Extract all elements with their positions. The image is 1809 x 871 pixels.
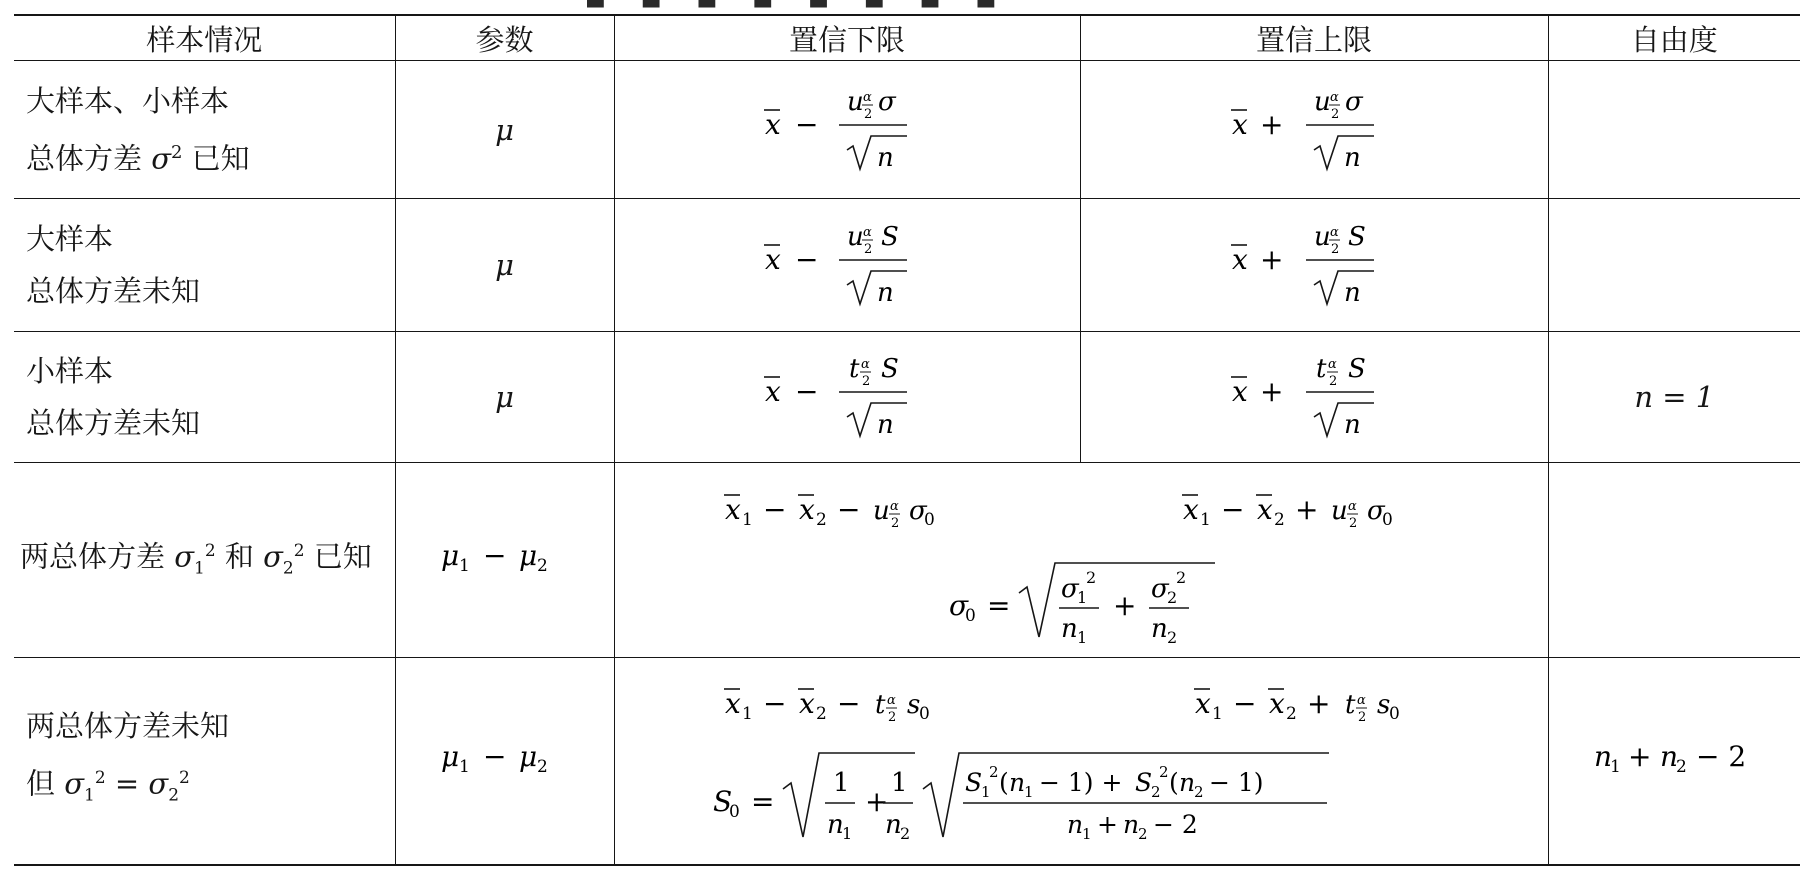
condition-line: 总体方差未知	[26, 405, 201, 440]
svg-text:t: t	[1344, 690, 1355, 721]
condition-line: 大样本、小样本	[26, 83, 230, 118]
svg-text:x: x	[1256, 493, 1273, 527]
svg-text:0: 0	[1388, 704, 1400, 725]
svg-text:1: 1	[1076, 588, 1087, 608]
svg-text:1: 1	[1211, 704, 1223, 725]
svg-text:−: −	[836, 493, 860, 527]
svg-text:2: 2	[536, 756, 548, 777]
sigma0-definition	[949, 563, 1215, 647]
svg-text:σ: σ	[1150, 574, 1169, 605]
condition-line: 总体方差未知	[26, 273, 201, 308]
svg-text:1: 1	[980, 783, 991, 802]
svg-text:n: n	[1008, 768, 1025, 798]
svg-text:− 2: − 2	[1696, 739, 1747, 773]
svg-text:1: 1	[458, 756, 470, 777]
svg-text:2: 2	[536, 555, 548, 576]
svg-text:1: 1	[1610, 756, 1622, 777]
svg-text:S: S	[964, 768, 982, 798]
svg-text:n: n	[1344, 278, 1361, 309]
table-row	[14, 199, 1800, 331]
svg-text:n: n	[1660, 739, 1679, 773]
svg-text:1: 1	[741, 510, 753, 531]
condition-cell	[14, 61, 395, 199]
svg-text:2: 2	[1331, 242, 1340, 258]
svg-text:u: u	[1330, 496, 1348, 527]
svg-text:−: −	[1220, 493, 1244, 527]
svg-text:(: (	[1168, 768, 1179, 798]
svg-text:S: S	[1134, 768, 1152, 798]
condition-cell	[14, 658, 395, 865]
svg-text:+: +	[1260, 108, 1284, 142]
svg-text:2: 2	[1273, 510, 1285, 531]
upper-limit-formula	[1080, 61, 1548, 199]
upper-limit-svg	[1214, 343, 1414, 443]
interval-formula-cell	[614, 658, 1548, 865]
param-cell	[395, 61, 614, 199]
header-df: 自由度	[1548, 15, 1800, 61]
df-cell	[1548, 199, 1800, 331]
svg-text:2: 2	[864, 107, 873, 123]
svg-text:x: x	[724, 687, 741, 721]
svg-text:S: S	[1348, 222, 1366, 253]
condition-line: 两总体方差 $\sigma_1^2$ 和 $\sigma_2^2$ 已知	[20, 540, 372, 579]
svg-text:α: α	[886, 693, 896, 709]
svg-text:2: 2	[1137, 825, 1148, 844]
svg-text:α: α	[889, 499, 899, 515]
param-value: μ	[495, 247, 514, 282]
svg-text:α: α	[863, 90, 872, 106]
svg-text:0: 0	[728, 802, 740, 823]
svg-text:−: −	[795, 108, 819, 142]
two-variance-known-formula	[615, 475, 1549, 648]
svg-text:−: −	[795, 375, 819, 409]
svg-text:x: x	[798, 493, 815, 527]
svg-text:s: s	[906, 690, 920, 721]
svg-text:1: 1	[741, 704, 753, 725]
svg-text:σ: σ	[948, 589, 968, 623]
header-row	[14, 15, 1800, 61]
svg-text:α: α	[1330, 225, 1339, 241]
lower-limit-formula	[614, 199, 1080, 331]
param-formula	[435, 537, 575, 577]
condition-cell	[14, 331, 395, 462]
svg-text:α: α	[1347, 499, 1357, 515]
svg-text:u: u	[1314, 222, 1331, 253]
lower-limit-svg	[747, 343, 947, 443]
condition-cell	[14, 199, 395, 331]
upper-limit-formula	[1182, 493, 1393, 531]
s0-definition	[713, 753, 1329, 843]
svg-text:2: 2	[1357, 710, 1366, 726]
param-value: μ	[495, 112, 514, 147]
table-row	[14, 658, 1800, 865]
svg-text:0: 0	[1381, 510, 1393, 531]
df-cell	[1548, 331, 1800, 462]
condition-cell	[14, 462, 395, 657]
svg-text:−: −	[836, 687, 860, 721]
svg-text:x: x	[765, 108, 781, 142]
svg-text:+: +	[1628, 739, 1652, 773]
param-value: μ	[495, 379, 514, 414]
svg-text:2: 2	[1085, 568, 1096, 588]
upper-limit-formula	[1080, 199, 1548, 331]
svg-text:(: (	[998, 768, 1009, 798]
svg-text:σ: σ	[908, 496, 927, 527]
svg-text:σ: σ	[1366, 496, 1385, 527]
param-cell	[395, 331, 614, 462]
svg-text:1: 1	[841, 824, 852, 844]
svg-text:n: n	[1150, 614, 1168, 645]
svg-text:−: −	[1232, 687, 1256, 721]
condition-line: 总体方差 $\sigma^2$ 已知	[26, 141, 250, 176]
svg-text:μ: μ	[518, 538, 537, 572]
svg-text:−: −	[762, 493, 786, 527]
svg-text:2: 2	[862, 374, 871, 390]
svg-text:− 2: − 2	[1152, 810, 1198, 840]
svg-text:+: +	[1260, 375, 1284, 409]
svg-text:n: n	[1066, 810, 1083, 840]
svg-text:+: +	[1294, 493, 1318, 527]
svg-text:μ: μ	[518, 739, 537, 773]
df-value: n = 1	[1634, 379, 1715, 414]
svg-text:=: =	[986, 589, 1010, 623]
svg-text:x: x	[1232, 108, 1248, 142]
svg-text:u: u	[1314, 87, 1331, 118]
svg-text:−: −	[482, 739, 506, 773]
svg-text:2: 2	[899, 824, 910, 844]
svg-text:2: 2	[1331, 107, 1340, 123]
svg-text:+: +	[1260, 243, 1284, 277]
svg-text:n: n	[877, 410, 894, 441]
df-cell	[1548, 658, 1800, 865]
svg-text:− 1) +: − 1) +	[1038, 768, 1122, 798]
svg-text:x: x	[1268, 687, 1285, 721]
svg-text:n: n	[826, 810, 844, 841]
svg-text:S: S	[1348, 354, 1366, 385]
header-param: 参数	[395, 15, 614, 61]
svg-text:x: x	[1194, 687, 1211, 721]
svg-text:x: x	[765, 375, 781, 409]
confidence-interval-table	[14, 14, 1800, 866]
svg-text:1: 1	[1076, 628, 1087, 648]
df-cell	[1548, 61, 1800, 199]
svg-text:t: t	[849, 354, 860, 385]
svg-text:s: s	[1376, 690, 1390, 721]
svg-text:− 1): − 1)	[1208, 768, 1264, 798]
svg-text:0: 0	[964, 606, 976, 627]
upper-limit-formula	[1194, 687, 1400, 725]
upper-limit-svg	[1214, 76, 1414, 176]
svg-text:+: +	[1112, 589, 1136, 623]
svg-text:2: 2	[1348, 516, 1357, 532]
svg-text:μ: μ	[440, 538, 459, 572]
svg-text:+: +	[1306, 687, 1330, 721]
svg-text:n: n	[877, 278, 894, 309]
lower-limit-formula	[724, 687, 930, 725]
param-formula	[435, 738, 575, 778]
lower-limit-formula	[614, 331, 1080, 462]
svg-text:+: +	[1096, 810, 1118, 840]
svg-text:x: x	[765, 243, 781, 277]
svg-text:α: α	[861, 357, 870, 373]
svg-text:2: 2	[1166, 628, 1177, 648]
svg-text:1: 1	[458, 555, 470, 576]
upper-limit-formula	[1080, 331, 1548, 462]
svg-text:n: n	[1594, 739, 1613, 773]
svg-text:σ: σ	[878, 87, 896, 118]
svg-text:x: x	[1232, 375, 1248, 409]
svg-text:1: 1	[832, 768, 850, 799]
param-cell	[395, 462, 614, 657]
svg-text:n: n	[877, 143, 894, 174]
two-variance-unknown-formula	[615, 671, 1549, 851]
svg-text:+: +	[864, 785, 888, 819]
svg-text:1: 1	[890, 768, 908, 799]
svg-text:S: S	[712, 785, 732, 819]
svg-text:α: α	[863, 225, 872, 241]
svg-text:2: 2	[1175, 568, 1186, 588]
param-cell	[395, 199, 614, 331]
svg-text:α: α	[1356, 693, 1366, 709]
svg-text:2: 2	[815, 704, 827, 725]
param-cell	[395, 658, 614, 865]
svg-text:σ: σ	[1060, 574, 1079, 605]
cropped-caption-fragment: ▬ ▬ ▬ ▬ ▬ ▬ ▬ ▬	[585, 0, 1011, 15]
svg-text:2: 2	[1158, 763, 1169, 782]
svg-text:n: n	[1178, 768, 1195, 798]
header-lower: 置信下限	[614, 15, 1080, 61]
svg-text:x: x	[724, 493, 741, 527]
svg-text:n: n	[884, 810, 902, 841]
svg-text:2: 2	[1285, 704, 1297, 725]
svg-text:2: 2	[1193, 783, 1204, 802]
svg-text:t: t	[1316, 354, 1327, 385]
df-formula	[1574, 738, 1774, 778]
interval-formula-cell	[614, 462, 1548, 657]
table-row	[14, 331, 1800, 462]
svg-text:0: 0	[923, 510, 935, 531]
svg-text:−: −	[482, 538, 506, 572]
svg-text:x: x	[1232, 243, 1248, 277]
svg-text:2: 2	[864, 242, 873, 258]
svg-text:σ: σ	[1345, 87, 1363, 118]
table-row	[14, 61, 1800, 199]
svg-text:μ: μ	[440, 739, 459, 773]
svg-text:2: 2	[1676, 756, 1688, 777]
svg-text:−: −	[795, 243, 819, 277]
svg-text:α: α	[1328, 357, 1337, 373]
svg-text:−: −	[762, 687, 786, 721]
svg-text:2: 2	[1150, 783, 1161, 802]
svg-text:2: 2	[890, 516, 899, 532]
svg-text:0: 0	[918, 704, 930, 725]
svg-text:2: 2	[887, 710, 896, 726]
svg-text:1: 1	[1023, 783, 1034, 802]
svg-text:t: t	[874, 690, 885, 721]
svg-text:x: x	[798, 687, 815, 721]
svg-text:2: 2	[1329, 374, 1338, 390]
svg-text:u: u	[847, 222, 864, 253]
condition-line: 大样本	[26, 221, 114, 256]
svg-text:n: n	[1060, 614, 1078, 645]
svg-text:=: =	[750, 785, 774, 819]
header-condition: 样本情况	[14, 15, 395, 61]
svg-text:S: S	[881, 354, 899, 385]
svg-text:n: n	[1344, 410, 1361, 441]
condition-line: 小样本	[26, 353, 114, 388]
svg-text:x: x	[1182, 493, 1199, 527]
condition-line: 但 $\sigma_1^2 = \sigma_2^2$	[26, 767, 190, 806]
upper-limit-svg	[1214, 211, 1414, 311]
df-cell	[1548, 462, 1800, 657]
svg-text:2: 2	[1166, 588, 1177, 608]
condition-line: 两总体方差未知	[26, 709, 230, 744]
svg-text:n: n	[1344, 143, 1361, 174]
svg-text:u: u	[872, 496, 890, 527]
svg-text:n: n	[1122, 810, 1139, 840]
lower-limit-formula	[614, 61, 1080, 199]
svg-text:2: 2	[815, 510, 827, 531]
svg-text:1: 1	[1199, 510, 1211, 531]
svg-text:S: S	[881, 222, 899, 253]
svg-text:u: u	[847, 87, 864, 118]
table-row	[14, 462, 1800, 657]
lower-limit-svg	[747, 211, 947, 311]
svg-text:2: 2	[988, 763, 999, 782]
svg-text:α: α	[1330, 90, 1339, 106]
lower-limit-svg	[747, 76, 947, 176]
header-upper: 置信上限	[1080, 15, 1548, 61]
svg-text:1: 1	[1081, 825, 1092, 844]
lower-limit-formula	[724, 493, 935, 531]
